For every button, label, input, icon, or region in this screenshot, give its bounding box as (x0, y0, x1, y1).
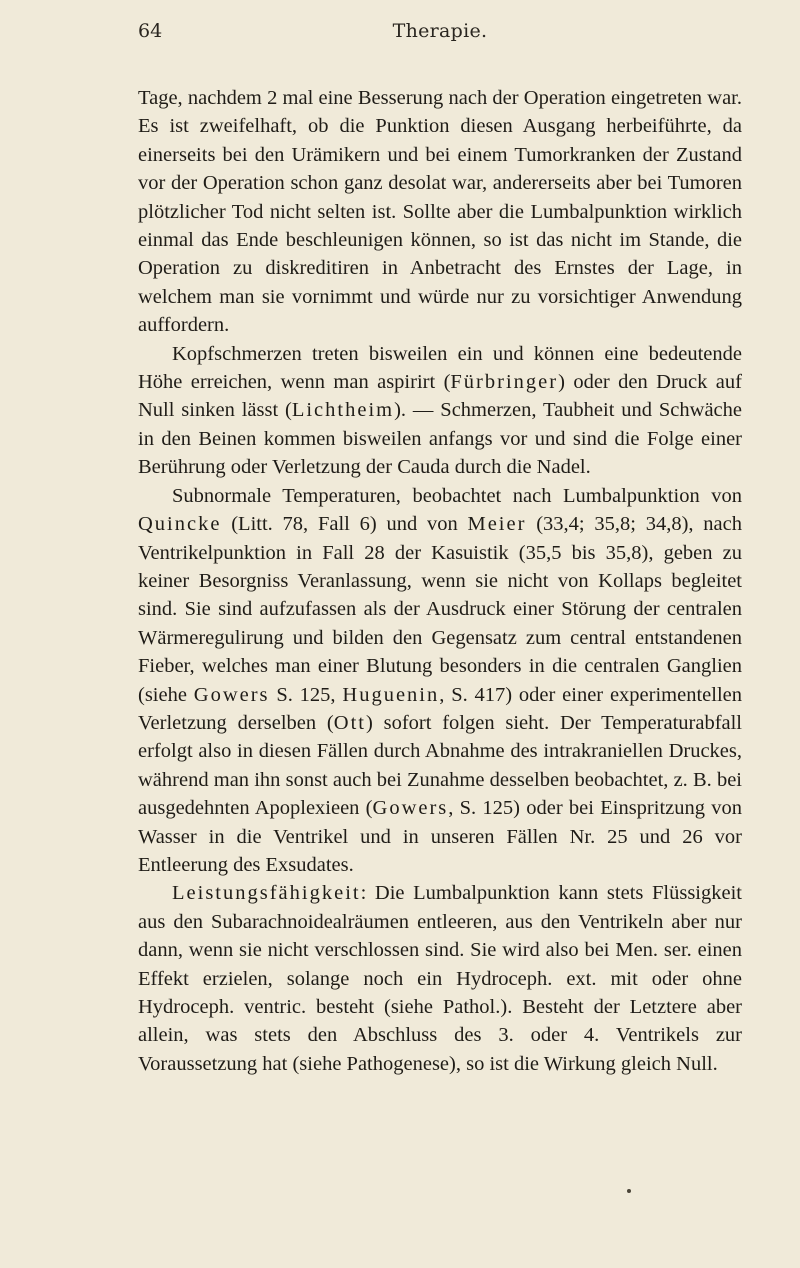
text-run: ) sofort folgen sieht. Der Temperaturabfall erfolgt also in diesen Fällen durch Abnahme des intrakraniellen Druckes, während man ihn sonst auch bei Zunahme desselben beobachtet, z. B. bei ausgedehnten Apoplexieen ( (138, 711, 743, 820)
spaced-name: Lichtheim (291, 399, 395, 422)
spaced-name: Gowers (193, 683, 270, 706)
text-run: Kopfschmerzen treten bisweilen ein und können eine bedeutende Höhe erreichen, wenn man aspirirt ( (138, 342, 742, 394)
running-head: Therapie. (392, 20, 488, 42)
paragraph (138, 482, 742, 880)
text-run: , S. 125) oder bei Einspritzung von Wasser in die Ventrikel und in unseren Fällen Nr. 25 und 26 vor Entleerung des Exsudates. (138, 797, 742, 876)
spaced-name: Leistungsfähigkeit (172, 882, 361, 905)
text-run: : Die Lumbalpunktion kann stets Flüssigkeit aus den Subarachnoidealräumen entleeren, aus den Ventrikeln aber nur dann, wenn sie nicht verschlossen sind. Sie wird also bei Men. ser. einen Effekt erzielen, solange noch ein Hydroceph. ext. mit oder ohne Hydroceph. ventric. besteht (siehe Pathol.). Besteht der Letztere aber allein, was stets den Abschluss des 3. oder 4. Ventrikels zur Voraussetzung hat (siehe Pathogenese), so ist die Wirkung gleich Null. (138, 882, 742, 1075)
text-run: (Litt. 78, Fall 6) und von (221, 513, 468, 536)
spaced-name: Meier (467, 513, 527, 536)
text-run: (33,4; 35,8; 34,8), nach Ventrikelpunktion in Fall 28 der Kasuistik (35,5 bis 35,8), geben zu keiner Besorgniss Veranlassung, wenn sie nicht von Kollaps begleitet sind. Sie sind aufzufassen als der Ausdruck einer Störung der centralen Wärmeregulirung und bilden den Gegensatz zum central entstandenen Fieber, welches man einer Blutung besonders in die centralen Ganglien (siehe (138, 513, 742, 706)
spaced-name: Fürbringer (450, 371, 559, 394)
paragraph (138, 84, 742, 340)
text-run: ). — Schmerzen, Taubheit und Schwäche in den Beinen kommen bisweilen anfangs vor und sind die Folge einer Berührung oder Verletzung der Cauda durch die Nadel. (138, 399, 742, 479)
text-run: , S. 417) oder einer experimentellen Verletzung derselben ( (138, 683, 742, 734)
text-run: Tage, nachdem 2 mal eine Besserung nach der Operation eingetreten war. Es ist zweifelhaft, ob die Punktion diesen Ausgang herbeiführte, da einerseits bei den Urämikern und bei einem Tumorkranken der Zustand vor der Operation schon ganz desolat war, andererseits aber bei Tumoren plötzlicher Tod nicht selten ist. Sollte aber die Lumbalpunktion wirklich einmal das Ende beschleunigen können, so ist das nicht im Stande, die Operation zu diskreditiren in Anbetracht des Ernstes der Lage, in welchem man sie vornimmt und würde nur zu vorsichtiger Anwendung auffordern. (138, 87, 742, 337)
print-speck (627, 1189, 631, 1193)
spaced-name: Quincke (138, 513, 222, 536)
text-run: S. 125, (269, 683, 343, 706)
body-text (138, 84, 742, 1078)
text-run: Subnormale Temperaturen, beobachtet nach Lumbalpunktion von (172, 484, 742, 507)
text-run: ) oder den Druck auf Null sinken lässt ( (138, 371, 742, 422)
spaced-name: Huguenin (342, 683, 440, 706)
paragraph (138, 879, 742, 1078)
spaced-name: Ott (333, 711, 366, 734)
page-number: 64 (138, 20, 163, 42)
spaced-name: Gowers (372, 797, 449, 820)
page-header (138, 20, 742, 50)
paragraph (138, 340, 742, 482)
